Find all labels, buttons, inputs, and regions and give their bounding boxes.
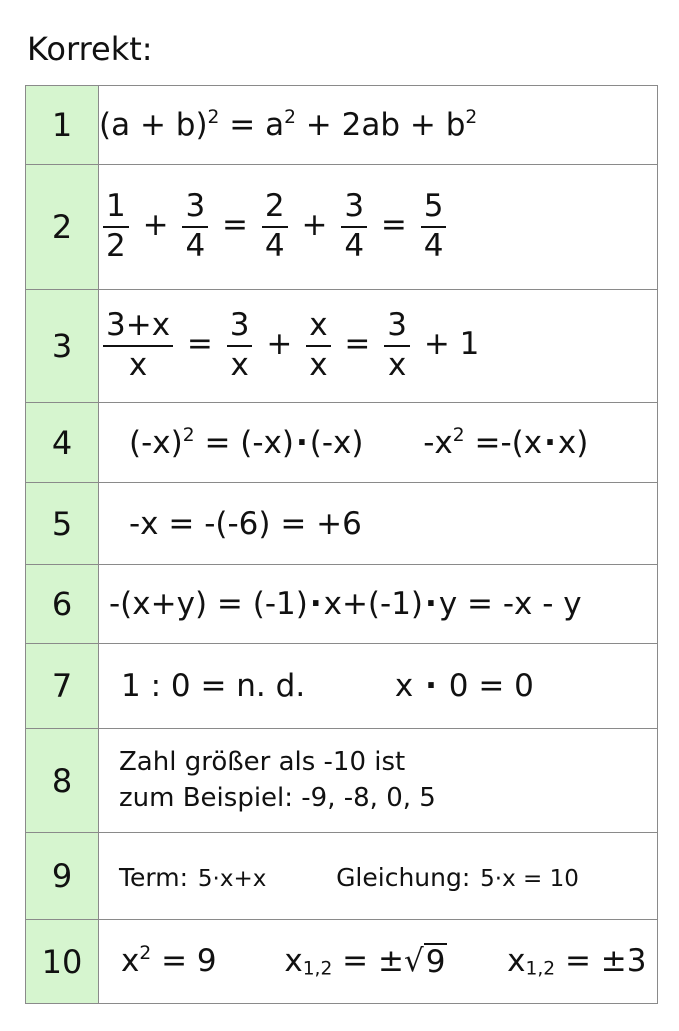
term-label: Term: — [119, 863, 189, 892]
exponent: 2 — [139, 943, 152, 965]
denominator: x — [309, 347, 328, 383]
numerator: 1 — [103, 189, 129, 228]
operator: + — [301, 207, 328, 244]
multiplication-dot: · — [296, 424, 308, 461]
denominator: 4 — [264, 228, 285, 264]
formula-text: + 1 — [423, 326, 480, 363]
formula-text: + 2ab + b — [305, 107, 466, 143]
row-number: 8 — [26, 729, 99, 833]
formula-cell — [99, 290, 658, 403]
exponent: 2 — [452, 424, 465, 446]
text-line: zum Beispiel: -9, -8, 0, 5 — [119, 782, 436, 813]
rules-table — [25, 85, 658, 1004]
multiplication-dot: · — [309, 586, 322, 622]
formula-cell — [99, 403, 658, 483]
denominator: x — [128, 347, 148, 383]
formula-text: y = -x - y — [438, 586, 582, 622]
multiplication-dot: · — [544, 424, 556, 461]
formula-text: = 9 — [161, 943, 217, 980]
fraction — [227, 308, 253, 383]
numerator: 2 — [262, 189, 288, 228]
fraction — [262, 189, 288, 264]
formula-text: -x = -(-6) = +6 — [129, 505, 362, 542]
square-root — [404, 943, 448, 979]
numerator: 3 — [227, 308, 253, 347]
table-row — [26, 565, 658, 644]
subscript: 1,2 — [302, 959, 333, 981]
multiplication-dot: · — [425, 586, 437, 622]
fraction — [182, 189, 208, 264]
row-number: 4 — [26, 403, 99, 483]
numerator: 3+x — [103, 308, 173, 347]
multiplication-dot: · — [425, 668, 437, 704]
denominator: 2 — [106, 228, 126, 264]
numerator: x — [306, 308, 330, 347]
equation-expression: 5·x = 10 — [480, 866, 579, 892]
operator: + — [142, 207, 169, 244]
formula-cell — [99, 644, 658, 729]
table-row — [26, 165, 658, 290]
formula-text: x — [507, 943, 526, 980]
operator: + — [266, 326, 293, 363]
numerator: 3 — [341, 189, 367, 228]
equals-sign: = — [344, 326, 371, 363]
row-number: 1 — [26, 86, 99, 165]
formula-text: = (-x) — [204, 424, 294, 461]
denominator: 4 — [185, 228, 206, 264]
formula-cell — [99, 565, 658, 644]
formula-text: = ±3 — [564, 943, 647, 980]
equals-sign: = — [229, 107, 256, 143]
table-row — [26, 644, 658, 729]
formula-text: x — [284, 943, 303, 980]
formula-text: =-(x — [474, 424, 543, 461]
fraction — [103, 308, 173, 383]
row-number: 9 — [26, 833, 99, 920]
formula-text: (a + b) — [99, 107, 208, 143]
formula-text: = ± — [342, 943, 404, 980]
row-number: 7 — [26, 644, 99, 729]
formula-text: (-x) — [309, 424, 364, 461]
formula-text: -x — [423, 424, 453, 461]
fraction — [306, 308, 330, 383]
formula-text: x — [121, 943, 140, 980]
radical-sign-icon: √ — [403, 943, 424, 980]
row-number: 10 — [26, 920, 99, 1004]
equation-label: Gleichung: — [336, 863, 471, 892]
formula-text: x) — [557, 424, 589, 461]
row-number: 3 — [26, 290, 99, 403]
exponent: 2 — [182, 424, 195, 446]
table-row — [26, 833, 658, 920]
exponent: 2 — [284, 106, 296, 128]
row-number: 5 — [26, 483, 99, 565]
row-number: 6 — [26, 565, 99, 644]
formula-text: (-x) — [129, 424, 183, 461]
table-row — [26, 290, 658, 403]
formula-cell — [99, 483, 658, 565]
fraction — [341, 189, 367, 264]
table-row — [26, 483, 658, 565]
exponent: 2 — [465, 106, 478, 128]
table-row — [26, 86, 658, 165]
denominator: 4 — [344, 228, 365, 264]
table-row — [26, 920, 658, 1004]
formula-text: 1 : 0 = n. d. — [121, 668, 306, 704]
formula-cell — [99, 920, 658, 1004]
term-expression: 5·x+x — [197, 866, 267, 892]
formula-cell — [99, 86, 658, 165]
table-row — [26, 403, 658, 483]
equals-sign: = — [186, 326, 213, 363]
text-line: Zahl größer als -10 ist — [119, 747, 406, 778]
text-cell — [99, 729, 658, 833]
formula-text: x+(-1) — [323, 586, 424, 622]
exponent: 2 — [207, 106, 220, 128]
fraction — [103, 189, 129, 264]
table-row — [26, 729, 658, 833]
formula-text: -(x+y) = (-1) — [109, 586, 308, 622]
numerator: 5 — [421, 189, 447, 228]
numerator: 3 — [384, 308, 410, 347]
equals-sign: = — [380, 207, 407, 244]
subscript: 1,2 — [525, 959, 556, 981]
denominator: x — [387, 347, 407, 383]
row-number: 2 — [26, 165, 99, 290]
formula-text: 0 = 0 — [448, 668, 534, 704]
formula-text: x — [394, 668, 414, 704]
numerator: 3 — [182, 189, 208, 228]
formula-text: a — [265, 107, 285, 143]
denominator: 4 — [423, 228, 444, 264]
formula-cell — [99, 833, 658, 920]
denominator: x — [230, 347, 249, 383]
fraction — [421, 189, 447, 264]
formula-cell — [99, 165, 658, 290]
fraction — [384, 308, 410, 383]
equals-sign: = — [222, 207, 249, 244]
page-title: Korrekt: — [27, 30, 153, 68]
radicand: 9 — [425, 944, 446, 981]
